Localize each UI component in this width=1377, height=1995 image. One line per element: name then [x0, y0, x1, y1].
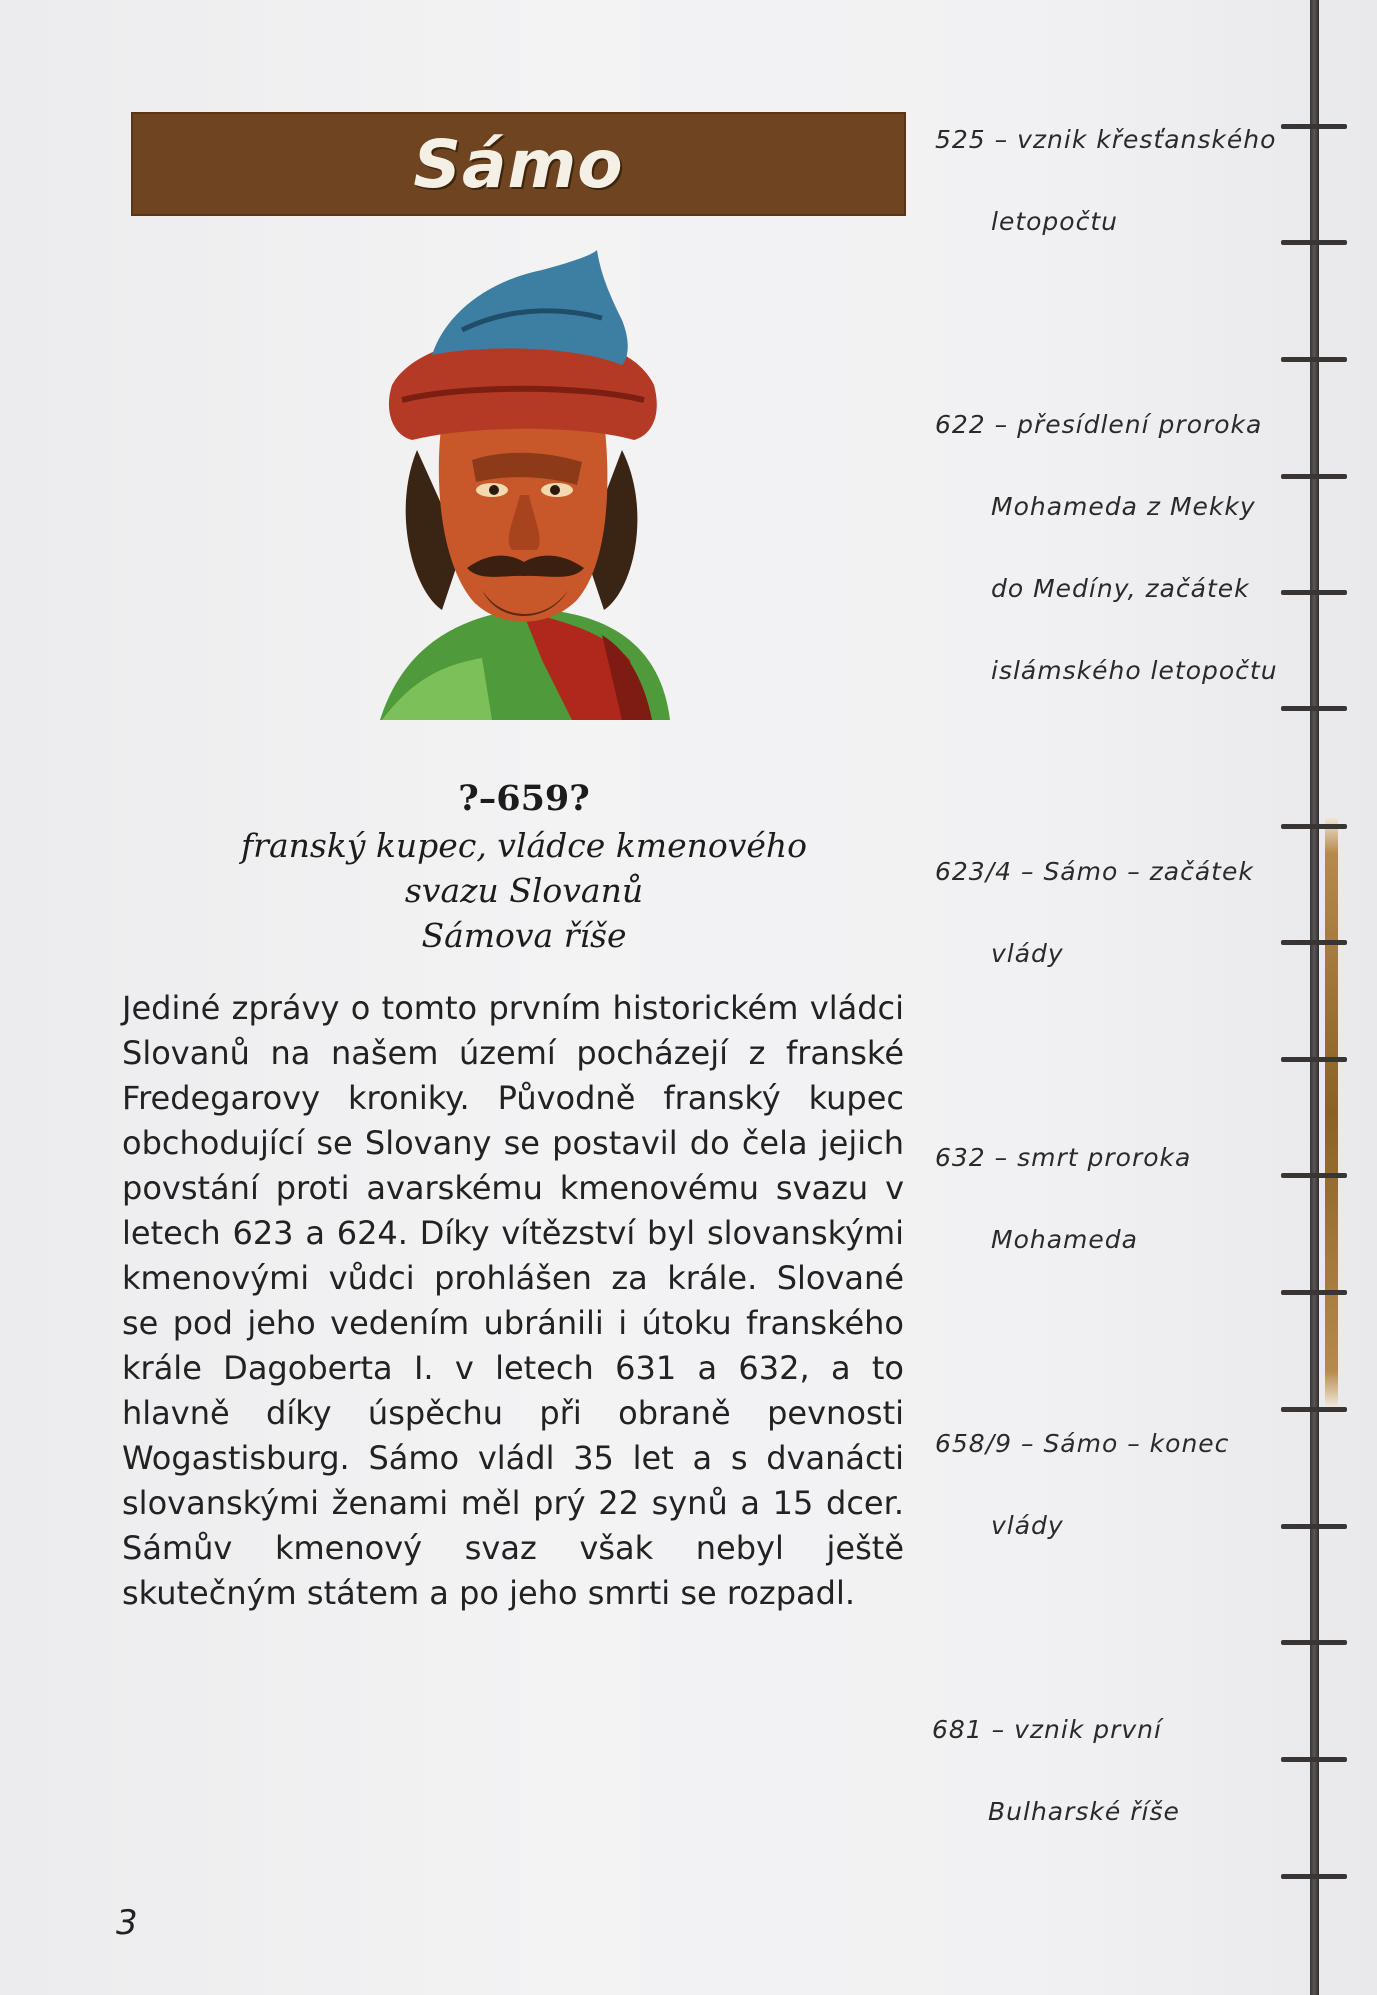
timeline-entry-681: [932, 1710, 1180, 1874]
timeline-tick: [1281, 1640, 1347, 1645]
timeline-text: 622 – přesídlení proroka: [935, 410, 1263, 439]
timeline-text: Mohameda: [991, 1225, 1138, 1254]
timeline-tick: [1281, 590, 1347, 595]
life-dates: ?–659?: [458, 778, 590, 819]
timeline-text: 632 – smrt proroka: [935, 1143, 1192, 1172]
page-title: Sámo: [413, 125, 624, 203]
timeline-text: 525 – vznik křesťanského: [935, 125, 1277, 154]
timeline-tick: [1281, 124, 1347, 129]
timeline-tick: [1281, 1757, 1347, 1762]
timeline-text: letopočtu: [991, 207, 1118, 236]
timeline-entry-623: [935, 852, 1254, 1016]
timeline-entry-658: [935, 1424, 1229, 1588]
page-number: 3: [116, 1903, 138, 1943]
timeline-tick: [1281, 1173, 1347, 1178]
portrait-illustration: [372, 250, 672, 734]
timeline-text: 681 – vznik první: [932, 1715, 1162, 1744]
timeline-tick: [1281, 357, 1347, 362]
body-paragraph: Jediné zprávy o tomto prvním historickém vládci Slovanů na našem území pocházejí z franské Fredegarovy kroniky. Původně franský kupec obchodující se Slovany se postavil do čela jejich povstání proti avarskému kmenovému svazu v letech 623 a 624. Díky vítězství byl slovanskými kmenovými vůdci prohlášen za krále. Slované se pod jeho vedením ubránili i útoku franského krále Dagoberta I. v letech 631 a 632, a to hlavně díky úspěchu při obraně pevnosti Wogastisburg. Sámo vládl 35 let a s dvanácti slovanskými ženami měl prý 22 synů a 15 dcer. Sámův kmenový svaz však nebyl ještě skutečným státem a po jeho smrti se rozpadl.: [122, 989, 904, 1612]
timeline-axis: [1310, 0, 1319, 1995]
role-description: franský kupec, vládce kmenového svazu Slovanů: [240, 826, 808, 910]
timeline-tick: [1281, 1057, 1347, 1062]
timeline-text: Mohameda z Mekky: [991, 492, 1256, 521]
timeline-text: vlády: [991, 939, 1064, 968]
timeline-tick: [1281, 1290, 1347, 1295]
timeline-text: do Medíny, začátek: [991, 574, 1250, 603]
timeline-tick: [1281, 1407, 1347, 1412]
timeline-entry-622: [935, 405, 1278, 733]
timeline-tick: [1281, 706, 1347, 711]
timeline-tick: [1281, 940, 1347, 945]
timeline-text: islámského letopočtu: [991, 656, 1278, 685]
timeline-text: 658/9 – Sámo – konec: [935, 1429, 1230, 1458]
timeline-tick: [1281, 1524, 1347, 1529]
timeline-tick: [1281, 824, 1347, 829]
timeline-tick: [1281, 240, 1347, 245]
timeline-tick: [1281, 1874, 1347, 1879]
reign-duration-bar: [1325, 818, 1338, 1406]
timeline-text: 623/4 – Sámo – začátek: [935, 857, 1254, 886]
timeline-entry-525: [935, 120, 1276, 284]
timeline-text: vlády: [991, 1511, 1064, 1540]
timeline-entry-632: [935, 1138, 1191, 1302]
empire-name: Sámova říše: [421, 916, 627, 955]
timeline-tick: [1281, 474, 1347, 479]
timeline-text: Bulharské říše: [988, 1797, 1180, 1826]
portrait-caption: [140, 775, 908, 958]
title-banner: [131, 112, 906, 216]
